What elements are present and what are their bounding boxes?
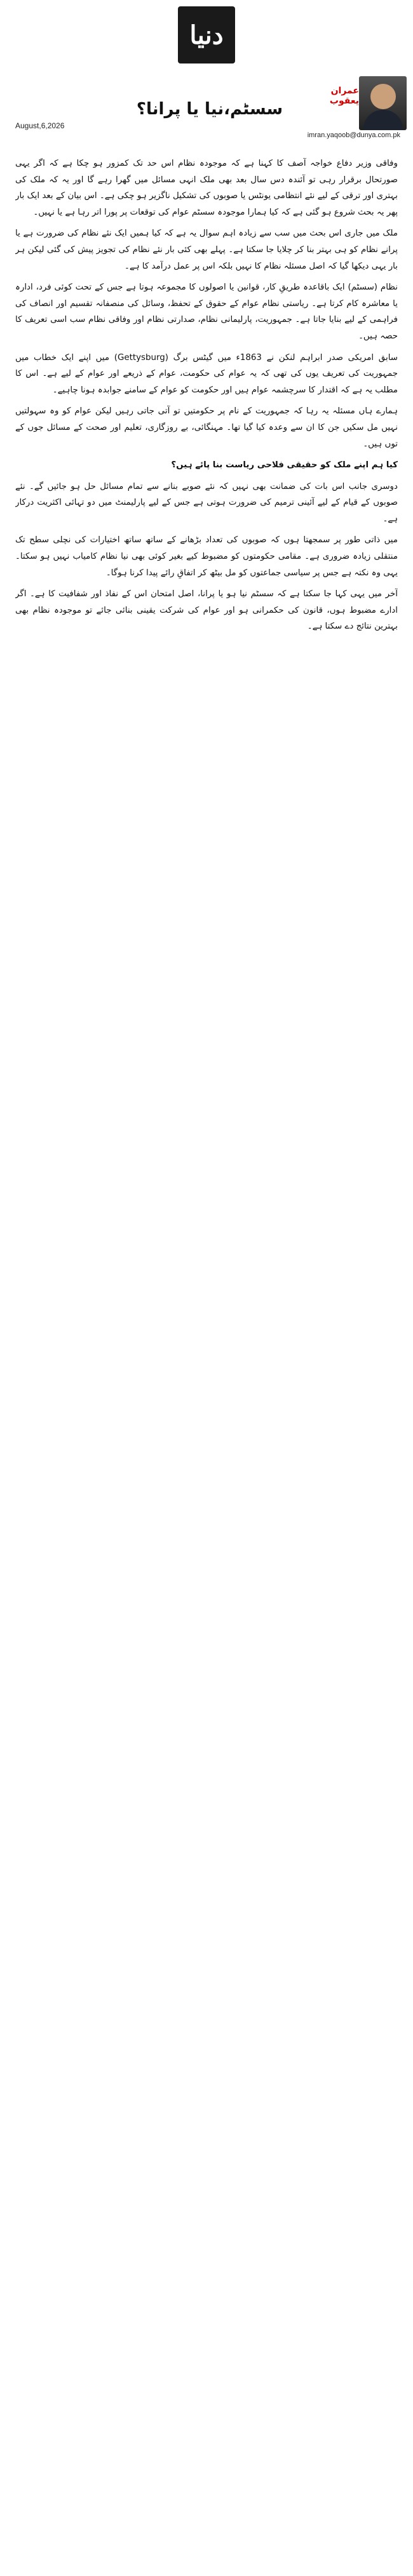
masthead (0, 0, 413, 70)
byline (0, 73, 413, 149)
paragraph: ہمارے ہاں مسئلہ یہ رہا کہ جمہوریت کے نام پر حکومتیں تو آتی جاتی رہیں لیکن عوام کو وہ سہولتیں نہیں مل سکیں جن کا ان سے وعدہ کیا گیا تھا۔ مہنگائی، بے روزگاری، تعلیم اور صحت کے مسائل جوں کے توں ہیں۔ (15, 406, 398, 449)
paragraph: میں ذاتی طور پر سمجھتا ہوں کہ صوبوں کی تعداد بڑھانے کے ساتھ ساتھ اختیارات کی نچلی سطح تک منتقلی زیادہ ضروری ہے۔ مقامی حکومتوں کو مضبوط کیے بغیر کوئی بھی نیا نظام کامیاب نہیں ہو سکتا۔ یہی وہ نکتہ ہے جس پر سیاسی جماعتوں کو مل بیٹھ کر اتفاقِ رائے پیدا کرنا ہوگا۔ (15, 535, 398, 578)
paragraph: ملک میں جاری اس بحث میں سب سے زیادہ اہم سوال یہ ہے کہ کیا ہمیں ایک نئے نظام کی ضرورت ہے یا پرانے نظام کو ہی بہتر بنا کر چلایا جا سکتا ہے۔ پہلے بھی کئی بار نئے نظام کی تجویز پیش کی گئی لیکن ہر بار یہی دیکھا گیا کہ اصل مسئلہ نظام کا نہیں بلکہ اس پر عمل درآمد کا ہے۔ (15, 229, 398, 271)
article-body (15, 156, 398, 2562)
paragraph: آخر میں یہی کہا جا سکتا ہے کہ سسٹم نیا ہو یا پرانا، اصل امتحان اس کے نفاذ اور شفافیت کا ہے۔ اگر ادارے مضبوط ہوں، قانون کی حکمرانی ہو اور عوام کی شرکت یقینی بنائی جائے تو موجودہ نظام بھی بہترین نتائج دے سکتا ہے۔ (15, 589, 398, 632)
newspaper-logo: دنیا (178, 6, 235, 63)
paragraph: سابق امریکی صدر ابراہم لنکن نے 1863ء میں گیٹس برگ (Gettysburg) میں اپنے ایک خطاب میں جمہوریت کی تعریف یوں کی تھی کہ یہ عوام کی حکومت، عوام کے ذریعے اور عوام کے لیے ہے۔ اس کا مطلب یہ ہے کہ اقتدار کا سرچشمہ عوام ہیں اور حکومت کو عوام کے سامنے جوابدہ ہونا چاہیے۔ (15, 352, 398, 395)
article-title: سسٹم،نیا یا پرانا؟ (136, 100, 283, 119)
author-avatar (359, 76, 407, 130)
subheading-question: کیا ہم اپنے ملک کو حقیقی فلاحی ریاست بنا پائے ہیں؟ (171, 460, 398, 470)
paragraph: نظام (سسٹم) ایک باقاعدہ طریقِ کار، قوانین یا اصولوں کا مجموعہ ہوتا ہے جس کے تحت کوئی فرد، ادارہ یا معاشرہ کام کرتا ہے۔ ریاستی نظام عوام کے حقوق کے تحفظ، وسائل کی منصفانہ تقسیم اور انصاف کی فراہمی کے لیے بنایا جاتا ہے۔ جمہوریت، پارلیمانی نظام، صدارتی نظام اور وفاقی نظام سب اسی تعریف کا حصہ ہیں۔ (15, 283, 398, 341)
paragraph: وفاقی وزیر دفاع خواجہ آصف کا کہنا ہے کہ موجودہ نظام اس حد تک کمزور ہو چکا ہے کہ اگر یہی صورتحال برقرار رہی تو آئندہ دس سال بعد بھی ملک انہی مسائل میں گھرا رہے گا اور یہ کہ ملک کی بہتری اور ترقی کے لیے نئے انتظامی یونٹس یا صوبوں کی تشکیل ناگزیر ہو چکی ہے۔ اس بیان کے بعد ایک بار پھر یہ بحث شروع ہو گئی ہے کہ کیا ہمارا موجودہ سسٹم عوام کی توقعات پر پورا اتر رہا ہے یا نہیں۔ (15, 159, 398, 217)
paragraph: دوسری جانب اس بات کی ضمانت بھی نہیں کہ نئے صوبے بنانے سے تمام مسائل حل ہو جائیں گے۔ نئے صوبوں کے قیام کے لیے آئینی ترمیم کی ضرورت ہوتی ہے جس کے لیے پارلیمنٹ میں دو تہائی اکثریت درکار ہے۔ (15, 481, 398, 524)
author-email: imran.yaqoob@dunya.com.pk (307, 131, 400, 139)
author-name: عمران یعقوب (329, 86, 359, 106)
article-date: August,6,2026 (15, 121, 65, 130)
